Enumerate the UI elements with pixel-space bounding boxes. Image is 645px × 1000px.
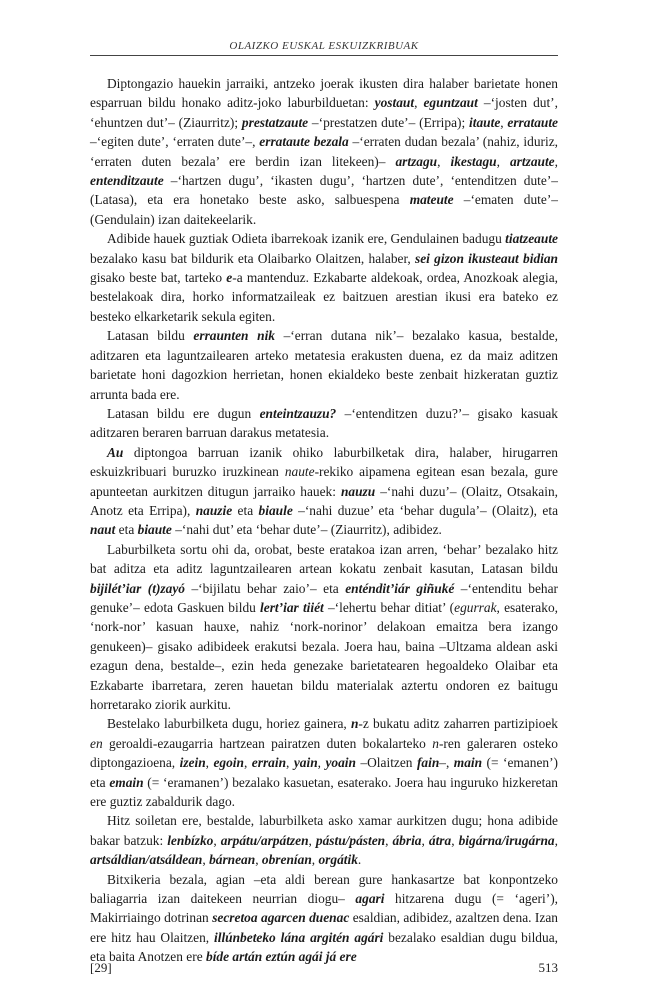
cited-form: artzagu [395,153,438,169]
header-rule [90,55,558,56]
cited-form: emain [109,774,144,790]
text-run: Laburbilketa sortu ohi da, orobat, beste eratakoa izan arren, ‘behar’ bezalako hitz bat aditza eta aditz laguntzailearen artean kokatu zenbait kasutan, Latasan bildu [90,541,558,577]
text-run: , [385,832,393,848]
text-run: Hitz soiletan ere, bestalde, laburbilketa asko xamar aurkitzen dugu; hona adibide bakar batzuk: [90,813,558,848]
text-run: , [255,852,262,868]
text-run: -z bukatu aditz zaharren partizipioek [358,716,558,732]
text-run: , [437,153,451,169]
cited-form: artzaute [509,153,555,169]
text-run: -rekiko aipamena egitean esan bezala, gure apunteetan aurkitzen ditugun jarraiko hauek: [90,464,559,499]
text-run: –‘nahi dut’ eta ‘behar dute’– (Ziaurritz), adibidez. [171,522,442,538]
cited-form: prestatzaute [241,114,309,130]
text-run: (= ‘eramanen’) bezalako kasuetan, esaterako. Joera hau inguruko hizkeretan ere guztiz zabaldurik dago. [90,774,558,810]
cited-form: fain [416,755,440,771]
text-run: , [202,852,210,868]
text-run: , [308,832,316,848]
text-run: diptongoa barruan izanik ohiko laburbilketak dira, halaber, hirugarren eskuizkribuari buruzko iruzkinean [90,444,558,480]
text-run: –Olaitzen [355,755,417,771]
text-run: , [554,153,558,169]
cited-form: e [226,270,233,286]
cited-form: sei gizon ikusteaut bidian [415,250,559,266]
text-run: , [496,153,510,169]
cited-form: errataute bezala [259,134,349,150]
text-run: Latasan bildu [107,328,194,344]
text-run: , [317,755,326,771]
text-run: –, [439,755,454,771]
text-run: eta [232,502,259,518]
paragraph [90,811,558,869]
text-run: eta [115,522,138,538]
text-run: –‘nahi duzue’ eta ‘behar dugula’– (Olaitz), eta [292,502,559,518]
text-run: , [286,755,294,771]
cited-form: pástu/pásten [315,832,386,848]
cited-form: biaule [258,502,293,518]
text-run: gisako beste bat, tarteko [90,270,227,286]
cited-form: naut [90,522,116,538]
body-text [90,74,558,967]
cited-form: errataute [507,114,558,130]
cited-form: secretoa agarcen duenac [212,910,350,926]
text-run: –‘nahi duzu’– (Olaitz, Otsakain, Anotz eta Erripa), [90,483,559,518]
cited-form: errain [251,755,287,771]
text-run: –‘entenditzen duzu?’– gisako kasuak aditzaren beraren barruan darakus metatesia. [90,405,558,441]
cited-form: n [350,716,359,732]
text-run: , [451,832,459,848]
text-run: , esaterako, ‘nork-nor’ kasuan hauxe, nahiz ‘nork-norinor’ delakoan emaitza bera izango genukeen)– gisako adibideek erakutsi bezala. Joera hau, baina –Ultzama aldean aski ezagun dena, bestalde–, ezin hedа genezake barietatearen hegoaldeko Olaibar eta Ezkabarte ibarretara, zeren hauetan bildu materialak aztertu ondoren ez baitugu horretarako ziorik aurkitu. [90,599,558,712]
text-run: –‘ematen dute’– (Gendulain) izan daitekeelarik. [90,192,558,227]
text-run: bezalako esaldian dugu bildua, eta baita Anotzen ere [90,929,558,965]
paragraph [90,74,558,229]
text-run: , [500,114,508,130]
cited-form: entenditzaute [90,173,164,189]
text-run: –‘entenditu behar genuke’– edota Gaskuen bildu [90,580,558,615]
cited-form: nauzie [195,502,233,518]
text-run: Bitxikeria bezala, agian –eta aldi berean gure hankasartze bat konpontzeko baliagarria izan daitekeen neurrian diogu– [90,871,558,907]
text-run: -a mantenduz. Ezkabarte aldekoak, ordea, Anozkoak alegia, bestelakoak dira, horko informatzaileak ez baitzuen arestian ikusi era bateko ez besteko elkarketarik sekula egiten. [90,270,559,324]
text-run: –‘josten dut’, ‘ehuntzen dut’– (Ziaurritz); [90,95,558,130]
cited-form: arpátu/arpátzen [220,832,309,848]
cited-form: artsáldian/atsáldean [90,852,203,868]
cited-form: itaute [469,114,501,130]
cited-form: bigárna/irugárna [458,832,555,848]
text-run: . [357,852,362,868]
italic-term: naute [284,464,315,480]
paragraph [90,404,558,443]
cited-form: erraunten nik [193,328,275,344]
cited-form: eguntzaut [423,95,478,111]
cited-form: izein [179,755,206,771]
paragraph [90,540,558,715]
italic-term: egurrak [454,599,497,615]
cited-form: nauzu [340,483,376,499]
text-run: –‘hartzen dugu’, ‘ikasten dugu’, ‘hartzen dute’, ‘entenditzen dute’– (Latasa), eta era honetako beste asko, salbuespena [90,173,558,208]
text-run: , [421,832,429,848]
cited-form: obrenían [261,852,312,868]
paragraph [90,443,558,540]
text-run: –‘erran dutana nik’– bezalako kasua, bestalde, aditzaren eta laguntzailearen arteko metatesia erakusten duena, ez da maiz aditzen barietate honi dagozkion herrietan, honen ekialdeko beste zenbait hizkeratan guztiz arrunta bada ere. [90,328,558,402]
cited-form: biaute [137,522,172,538]
page-number: 513 [538,960,558,975]
cited-form: mateute [409,192,454,208]
section-number: [29] [90,960,112,975]
text-run: Bestelako laburbilketa dugu, horiez gainera, [107,716,351,732]
text-run: geroaldi-ezaugarria hartzean pairatzen duten bokalarteko [102,735,433,751]
text-run: , [213,832,221,848]
cited-form: bíde artán eztún agái já ere [206,949,357,965]
text-run: –‘erraten dudan bezala’ (nahiz, iduriz, ‘erraten duten bezala’ ere berdin izan litekeen)– [90,134,559,169]
text-run: hitzarena dugu (= ‘ageri’), Makirriaingo dotrinan [90,891,558,926]
cited-form: egoin [213,755,244,771]
running-header: OLAIZKO EUSKAL ESKUIZKRIBUAK [229,40,419,52]
cited-form: yoain [325,755,356,771]
paragraph [90,229,558,326]
paragraph [90,326,558,404]
cited-form: átra [428,832,452,848]
cited-form: ábria [392,832,422,848]
text-run: esaldian, adibidez, azaltzen dena. Izan ere hitz hau Olaitzen, [90,910,558,945]
paragraph [90,714,558,811]
cited-form: bárnean [209,852,256,868]
cited-form: enteintzauzu? [259,405,337,421]
paragraph [90,870,558,967]
cited-form: main [453,755,483,771]
text-run: Adibide hauek guztiak Odieta ibarrekoak izanik ere, Gendulainen badugu [107,231,506,247]
italic-term: en [90,735,103,751]
text-run: bezalako kasu bat bildurik eta Olaibarko Olaitzen, halaber, [90,250,416,266]
cited-form: enténdit’iár giñuké [345,580,455,596]
cited-form: illúnbeteko lána argitén agári [214,929,384,945]
text-run: (= ‘emanen’) eta [90,755,558,790]
cited-form: bijilét’iar (t)zayó [90,580,185,596]
text-run: –‘egiten dute’, ‘erraten dute’–, [90,134,260,150]
italic-term: n [432,735,439,751]
text-run: , [243,755,252,771]
text-run: –‘bijilatu behar zaio’– eta [184,580,346,596]
text-run: Latasan bildu ere dugun [107,405,260,421]
cited-form: tiatzeaute [505,231,558,247]
text-run: –‘lehertu behar ditiat’ ( [323,599,455,615]
cited-form: yostaut [374,95,415,111]
text-run: Diptongazio hauekin jarraiki, antzeko joerak ikusten dira halaber barietate honen esparruan bildu honako aditz-joko laburbilduetan: [90,76,558,111]
cited-form: agari [355,891,385,907]
cited-form: ikestagu [450,153,497,169]
cited-form: orgátik [318,852,358,868]
text-run: -ren galeraren osteko diptongazioena, [90,735,558,771]
text-run: , [205,755,214,771]
text-run: , [554,832,558,848]
cited-form: lenbízko [167,832,214,848]
cited-form: yain [293,755,318,771]
text-run: , [311,852,319,868]
cited-form: lert’iar tiiét [260,599,324,615]
cited-form: Au [107,444,124,460]
text-run: , [414,95,424,111]
text-run: –‘prestatzen dute’– (Erripa); [308,114,470,130]
